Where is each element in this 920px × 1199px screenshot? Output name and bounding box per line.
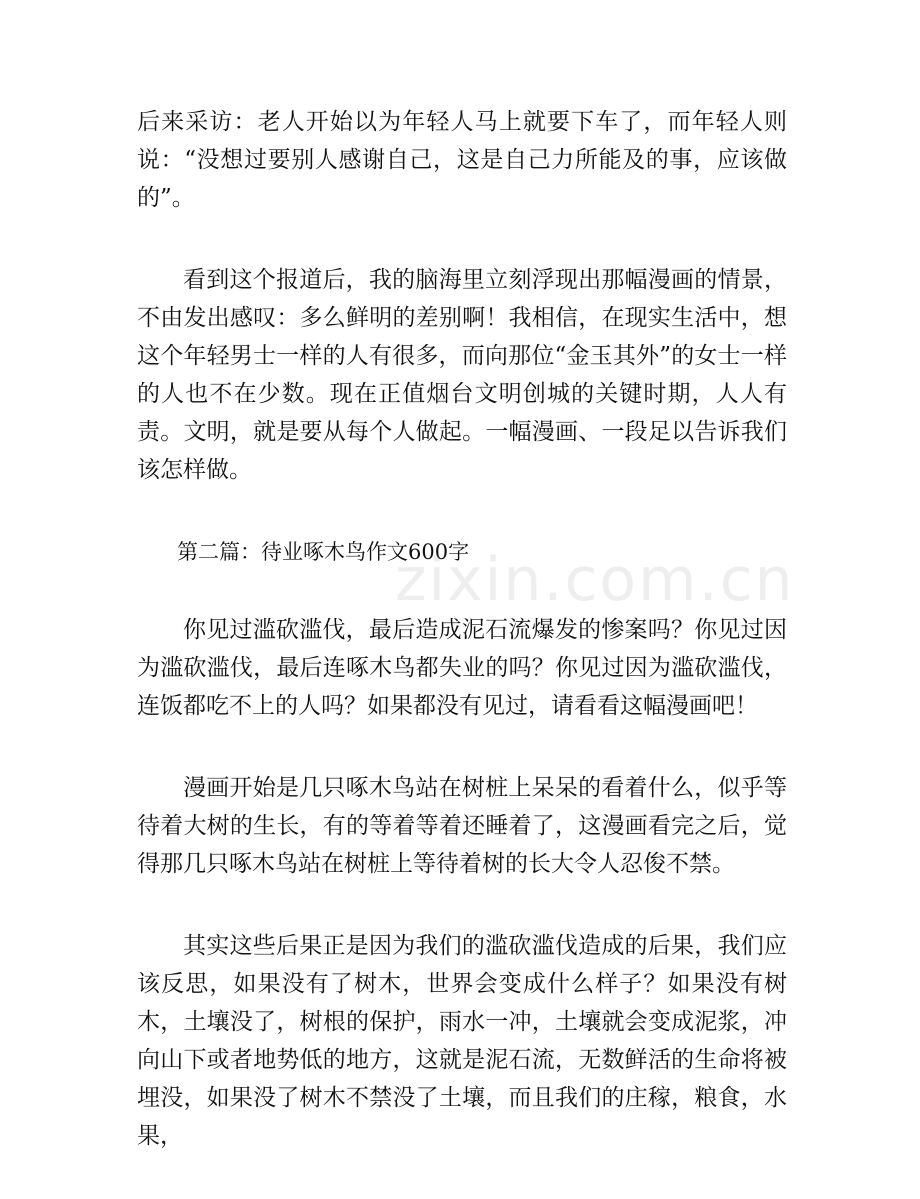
section-heading: 第二篇：待业啄木鸟作文600字 — [177, 540, 470, 564]
paragraph-comic-description: 漫画开始是几只啄木鸟站在树桩上呆呆的看着什么，似乎等待着大树的生长，有的等着等着还睡着了，这漫画看完之后，觉得那几只啄木鸟站在树桩上等待着树的长大令人忍俊不禁。 — [137, 775, 787, 877]
paragraph-questions: 你见过滥砍滥伐，最后造成泥石流爆发的惨案吗？你见过因为滥砍滥伐，最后连啄木鸟都失业的吗？你见过因为滥砍滥伐，连饭都吃不上的人吗？如果都没有见过，请看看这幅漫画吧！ — [137, 617, 787, 719]
document-body — [137, 103, 787, 1199]
paragraph-consequences: 其实这些后果正是因为我们的滥砍滥伐造成的后果，我们应该反思，如果没有了树木，世界会变成什么样子？如果没有树木，土壤没了，树根的保护，雨水一冲，土壤就会变成泥浆，冲向山下或者地势低的地方，这就是泥石流，无数鲜活的生命将被埋没，如果没了树木不禁没了土壤，而且我们的庄稼，粮食，水果， — [137, 933, 787, 1149]
paragraph-reflection: 看到这个报道后，我的脑海里立刻浮现出那幅漫画的情景，不由发出感叹：多么鲜明的差别啊！我相信，在现实生活中，想这个年轻男士一样的人有很多，而向那位“金玉其外”的女士一样的人也不在少数。现在正值烟台文明创城的关键时期，人人有责。文明，就是要从每个人做起。一幅漫画、一段足以告诉我们该怎样做。 — [137, 267, 787, 483]
watermark: zixin.com.cn — [395, 545, 795, 615]
paragraph-interview: 后来采访：老人开始以为年轻人马上就要下车了，而年轻人则说：“没想过要别人感谢自己，这是自己力所能及的事，应该做的”。 — [137, 109, 787, 211]
